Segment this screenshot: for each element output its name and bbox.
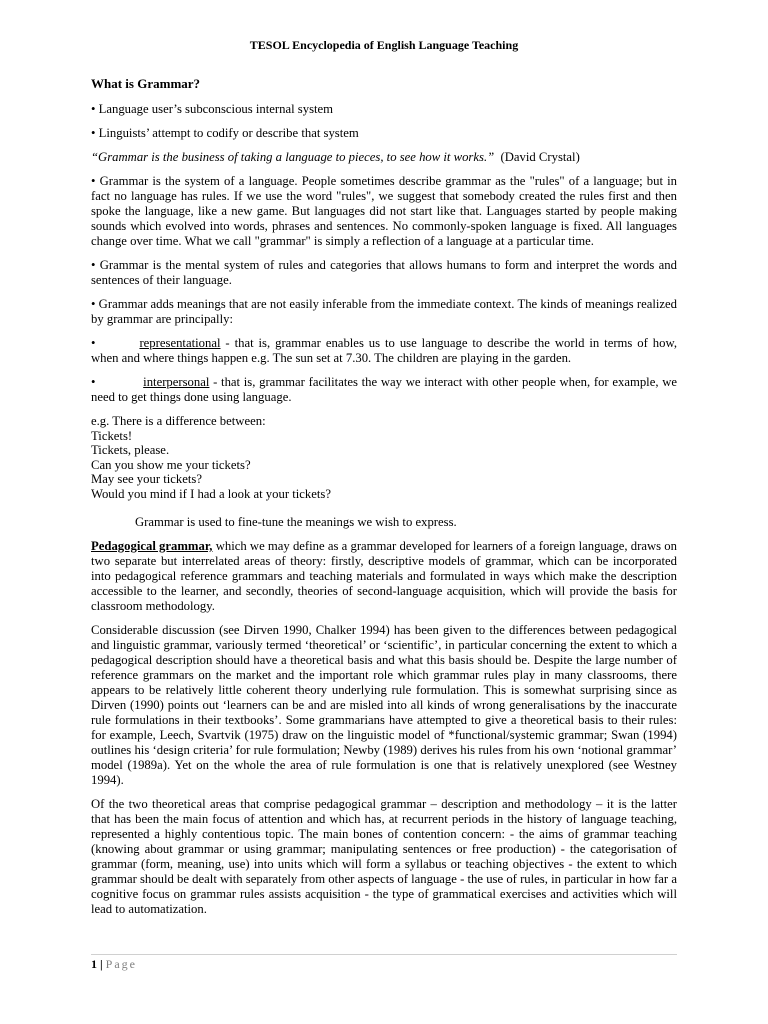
quote-text: “Grammar is the business of taking a language to pieces, to see how it works.” — [91, 150, 495, 164]
page-footer — [91, 957, 137, 972]
section-heading: What is Grammar? — [91, 76, 201, 91]
representational-text: - that is, grammar enables us to use language to describe the world in terms of how, when and where things happen e.g. The sun set at 7.30. The children are playing in the garden. — [91, 336, 677, 365]
pedagogical-text: which we may define as a grammar developed for learners of a foreign language, draws on two separate but interrelated areas of theory: firstly, descriptive models of grammar, which can be incorporated into pedagogical reference grammars and teaching materials and formulated in ways which make the description accessible to the learner, and secondly, theories of second-language acquisition, which will provide the basis for classroom methodology. — [91, 539, 677, 613]
paragraph-pedagogical — [91, 539, 677, 614]
example-line: Can you show me your tickets? — [91, 457, 251, 472]
bullet-linguists: • Linguists’ attempt to codify or describe that system — [91, 126, 359, 140]
paragraph-theoretical-areas: Of the two theoretical areas that comprise pedagogical grammar – description and methodology – it is the latter that has been the main focus of attention and which has, at recurrent periods in the history of language teaching, represented a highly contentious topic. The main bones of contention concern: - the aims of grammar teaching (knowing about grammar or using grammar; manipulating sentences or free production) - the categorisation of grammar (form, meaning, use) into units which will form a syllabus or teaching objectives - the extent to which grammar should be dealt with separately from other aspects of language - the use of rules, in particular in how far a cognitive focus on grammar rules assists acquisition - the type of grammatical exercises and activities which will lead to automatization. — [91, 797, 677, 916]
bullet-subconscious: • Language user’s subconscious internal system — [91, 102, 334, 116]
page-label: Page — [105, 957, 137, 971]
paragraph-discussion: Considerable discussion (see Dirven 1990, Chalker 1994) has been given to the differences between pedagogical and linguistic grammar, variously termed ‘theoretical’ or ‘scientific’, in particular concerning the extent to which a pedagogical description should have a theoretical basis and what this basis should be. Despite the large number of reference grammars on the market and the important role which grammar rules play in many classrooms, there appears to be relatively little coherent theory underlying rule formulation. This is somewhat surprising since as Dirven (1990) points out ‘learners can be and are misled into all kinds of wrong generalisations by the inaccurate rule formulations in their textbooks’. Some grammarians have attempted to give a theoretical basis to their rules: for example, Leech, Svartvik (1975) draw on the linguistic model of *functional/systemic grammar; Swan (1994) outlines his ‘design criteria’ for rule formulation; Newby (1989) derives his rules from his own ‘notional grammar’ model (1989a). Yet on the whole the area of rule formulation is one that is relatively unexplored (see Westney 1994). — [91, 623, 677, 787]
example-list — [91, 414, 677, 501]
example-line: Would you mind if I had a look at your tickets? — [91, 486, 331, 501]
footer-divider — [91, 954, 677, 955]
term-pedagogical-grammar: Pedagogical grammar, — [91, 539, 213, 553]
crystal-quote — [91, 150, 677, 165]
example-line: Tickets! — [91, 428, 133, 443]
paragraph-system: • Grammar is the system of a language. People sometimes describe grammar as the "rules" of a language; but in fact no language has rules. If we use the word "rules", we suggest that somebody created the rules first and then spoke the language, like a new game. But languages did not start like that. Languages started by people making sounds which evolved into words, phrases and sentences. No commonly-spoken language is fixed. All languages change over time. What we call "grammar" is simply a reflection of a language at a particular time. — [91, 174, 677, 248]
finetune-line: Grammar is used to fine-tune the meanings we wish to express. — [135, 515, 457, 529]
example-line: Tickets, please. — [91, 443, 170, 457]
paragraph-mental-system: • Grammar is the mental system of rules and categories that allows humans to form and interpret the words and sentences of their language. — [91, 258, 677, 287]
bullet-interpersonal: • interpersonal - that is, grammar facilitates the way we interact with other people when, for example, we need to get things done using language. — [91, 375, 678, 404]
term-representational: representational — [139, 336, 221, 350]
example-line: May see your tickets? — [91, 472, 202, 486]
interpersonal-text: - that is, grammar facilitates the way we interact with other people when, for example, we need to get things done using language. — [91, 375, 678, 404]
example-line: e.g. There is a difference between: — [91, 414, 266, 428]
quote-author: (David Crystal) — [500, 150, 580, 164]
page-body — [91, 76, 677, 926]
page-number: 1 — [91, 957, 97, 971]
paragraph-meanings: • Grammar adds meanings that are not easily inferable from the immediate context. The kinds of meanings realized by grammar are principally: — [91, 297, 677, 326]
bullet-representational: • representational - that is, grammar enables us to use language to describe the world in terms of how, when and where things happen e.g. The sun set at 7.30. The children are playing in the garden. — [91, 336, 677, 365]
footer-separator: | — [100, 957, 103, 971]
running-header: TESOL Encyclopedia of English Language Teaching — [249, 38, 519, 52]
term-interpersonal: interpersonal — [143, 375, 210, 389]
